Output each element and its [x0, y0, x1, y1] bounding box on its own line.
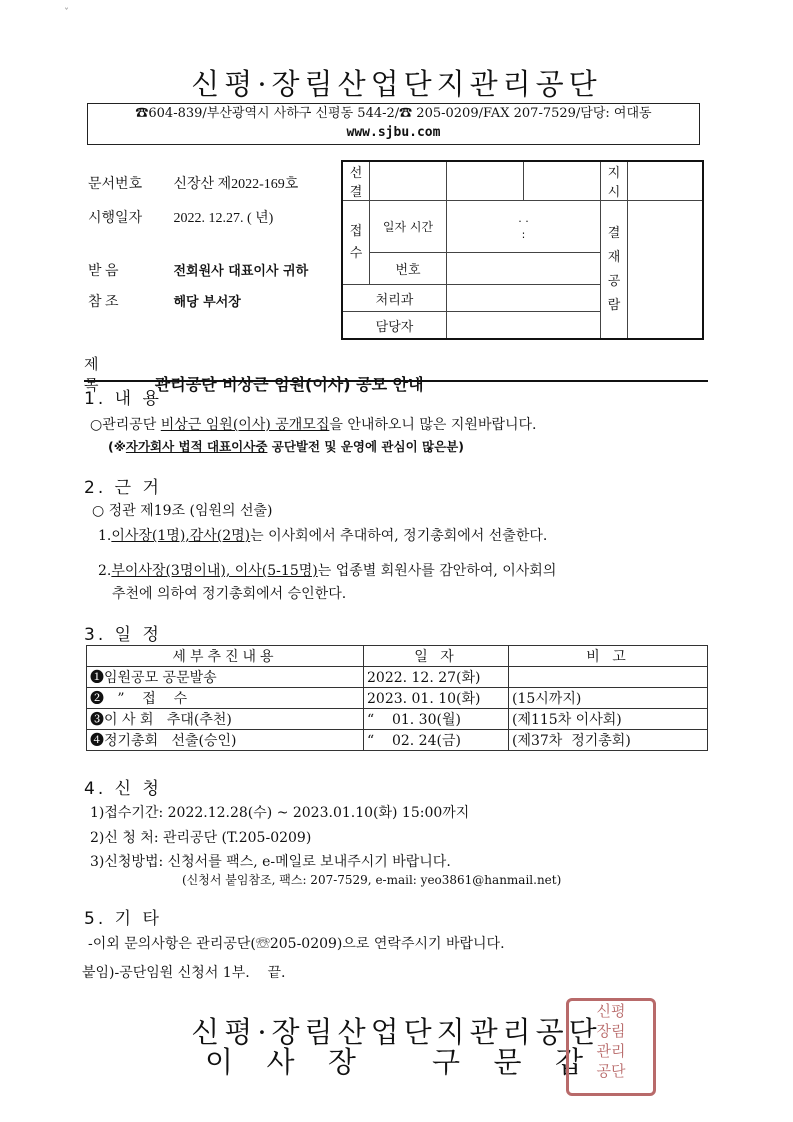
official-seal-icon — [566, 998, 656, 1096]
section2-item2 — [98, 560, 556, 580]
doc-number-value: 신장산 제2022-169호 — [173, 177, 299, 192]
approval-processing-dept-label: 처리과 — [342, 285, 447, 312]
approval-sunkyeol-label: 선결 — [342, 161, 370, 201]
section1-line1 — [90, 414, 537, 434]
seal-line: 관리 — [596, 1042, 626, 1060]
section4-line1: 1)접수기간: 2022.12.28(수) ~ 2023.01.10(화) 15:00까지 — [90, 805, 470, 821]
schedule-header-row — [87, 646, 708, 667]
approval-cell — [447, 312, 601, 339]
schedule-cell-note: (제37차 정기총회) — [509, 730, 708, 751]
approval-cell — [447, 161, 524, 201]
approval-cell — [628, 161, 704, 201]
seal-line: 신평 — [596, 1002, 626, 1020]
section1-heading: 1. 내 용 — [84, 389, 162, 409]
section2-heading: 2. 근 거 — [84, 478, 162, 498]
approval-date-time-label: 일자 시간 — [370, 201, 447, 253]
reference-label: 참 조 — [88, 295, 119, 310]
section4-line2: 2)신 청 처: 관리공단 (T.205-0209) — [90, 830, 312, 846]
section3-heading: 3. 일 정 — [84, 625, 162, 645]
section2-item1-prefix: 1. — [98, 528, 112, 544]
table-row — [87, 730, 708, 751]
issue-date-label: 시행일자 — [88, 211, 143, 226]
address-line: ☎604-839/부산광역시 사하구 신평동 544-2/☎ 205-0209/FAX 207-7529/담당: 여대동 — [135, 106, 652, 121]
section2-item1-underlined: 이사장(1명),감사(2명) — [111, 528, 251, 544]
approval-jeop: 접 — [349, 223, 363, 239]
approval-cell — [628, 201, 704, 339]
section2-item2-suffix: 는 업종별 회원사를 감안하여, 이사회의 — [317, 563, 557, 579]
table-row — [87, 688, 708, 709]
approval-table — [341, 160, 704, 340]
address-box — [87, 103, 700, 145]
schedule-cell-date: “ 02. 24(금) — [364, 730, 509, 751]
approval-time-colon: : — [521, 227, 526, 241]
section5-line1: -이외 문의사항은 관리공단(☏205-0209)으로 연락주시기 바랍니다. — [88, 936, 505, 952]
scan-mark: ˇ — [64, 8, 69, 19]
section1-line2-prefix: (※ — [108, 439, 126, 454]
reference-row — [88, 291, 241, 311]
doc-number-row — [88, 173, 298, 193]
schedule-cell-detail: ❷ ” 접 수 — [87, 688, 364, 709]
approval-cell — [447, 285, 601, 312]
approval-cell — [370, 161, 447, 201]
section4-heading: 4. 신 청 — [84, 779, 162, 799]
recipient-label: 받 음 — [88, 264, 119, 279]
section2-item2-underlined: 부이사장(3명이내), 이사(5-15명) — [111, 563, 318, 579]
schedule-header-detail: 세부추진내용 — [87, 646, 364, 667]
approval-jeopsu-label — [342, 201, 370, 285]
section1-line2 — [108, 437, 464, 455]
section2-item2-continued: 추천에 의하여 정기총회에서 승인한다. — [112, 586, 347, 602]
attachment-line: 붙임)-공단임원 신청서 1부. 끝. — [82, 965, 286, 981]
approval-gyeoljae-label: 결재공람 — [601, 201, 628, 339]
schedule-cell-detail: ❶임원공모 공문발송 — [87, 667, 364, 688]
recipient-value: 전회원사 대표이사 귀하 — [173, 264, 309, 279]
section4-line4: (신청서 붙임참조, 팩스: 207-7529, e-mail: yeo3861@hanmail.net) — [182, 873, 562, 887]
subject-divider — [84, 380, 708, 382]
schedule-cell-note: (15시까지) — [509, 688, 708, 709]
schedule-cell-note — [509, 667, 708, 688]
reference-value: 해당 부서장 — [173, 295, 241, 310]
section2-item1 — [98, 525, 547, 545]
section1-line1-suffix: 을 안내하오니 많은 지원바랍니다. — [329, 417, 537, 433]
schedule-cell-date: 2023. 01. 10(화) — [364, 688, 509, 709]
schedule-cell-detail: ❸이 사 회 추대(추천) — [87, 709, 364, 730]
approval-number-label: 번호 — [370, 253, 447, 285]
table-row — [87, 667, 708, 688]
schedule-cell-date: “ 01. 30(월) — [364, 709, 509, 730]
section4-line3: 3)신청방법: 신청서를 팩스, e-메일로 보내주시기 바랍니다. — [90, 854, 451, 870]
issue-date-value: 2022. 12.27. ( 년) — [173, 211, 274, 226]
section2-item2-prefix: 2. — [98, 563, 112, 579]
section5-heading: 5. 기 타 — [84, 909, 162, 929]
subject-label: 제 목 — [84, 355, 119, 394]
table-row — [87, 709, 708, 730]
seal-line: 장림 — [596, 1022, 626, 1040]
seal-line: 공단 — [596, 1062, 626, 1080]
website-link[interactable]: www.sjbu.com — [346, 125, 441, 140]
org-title: 신평·장림산업단지관리공단 — [191, 67, 602, 101]
approval-person-in-charge-label: 담당자 — [342, 312, 447, 339]
approval-su: 수 — [349, 245, 363, 261]
schedule-cell-date: 2022. 12. 27(화) — [364, 667, 509, 688]
schedule-cell-detail: ❹정기총회 선출(승인) — [87, 730, 364, 751]
recipient-row — [88, 260, 308, 280]
approval-date-marks: . . — [518, 211, 529, 225]
signature-name: 이 사 장 구 문 갑 — [205, 1045, 588, 1079]
approval-date-time-value — [447, 201, 601, 253]
schedule-table — [86, 645, 708, 751]
section2-line1: ○ 정관 제19조 (임원의 선출) — [92, 503, 273, 519]
section1-line2-suffix: 공단발전 및 운영에 관심이 많은분) — [267, 439, 464, 454]
section2-item1-suffix: 는 이사회에서 추대하여, 정기총회에서 선출한다. — [250, 528, 548, 544]
schedule-header-note: 비 고 — [509, 646, 708, 667]
schedule-cell-note: (제115차 이사회) — [509, 709, 708, 730]
subject-text: 관리공단 비상근 임원(이사) 공모 안내 — [154, 375, 424, 394]
schedule-header-date: 일 자 — [364, 646, 509, 667]
section1-line1-underlined: 비상근 임원(이사) 공개모집 — [160, 417, 330, 433]
approval-cell — [524, 161, 601, 201]
doc-number-label: 문서번호 — [88, 177, 143, 192]
approval-number-value — [447, 253, 601, 285]
approval-jisi-label: 지시 — [601, 161, 628, 201]
section1-line2-underlined: 자가회사 법적 대표이사중 — [125, 439, 268, 454]
section1-line1-prefix: ○관리공단 — [90, 417, 161, 433]
issue-date-row — [88, 207, 273, 227]
signature-org: 신평·장림산업단지관리공단 — [191, 1015, 602, 1049]
